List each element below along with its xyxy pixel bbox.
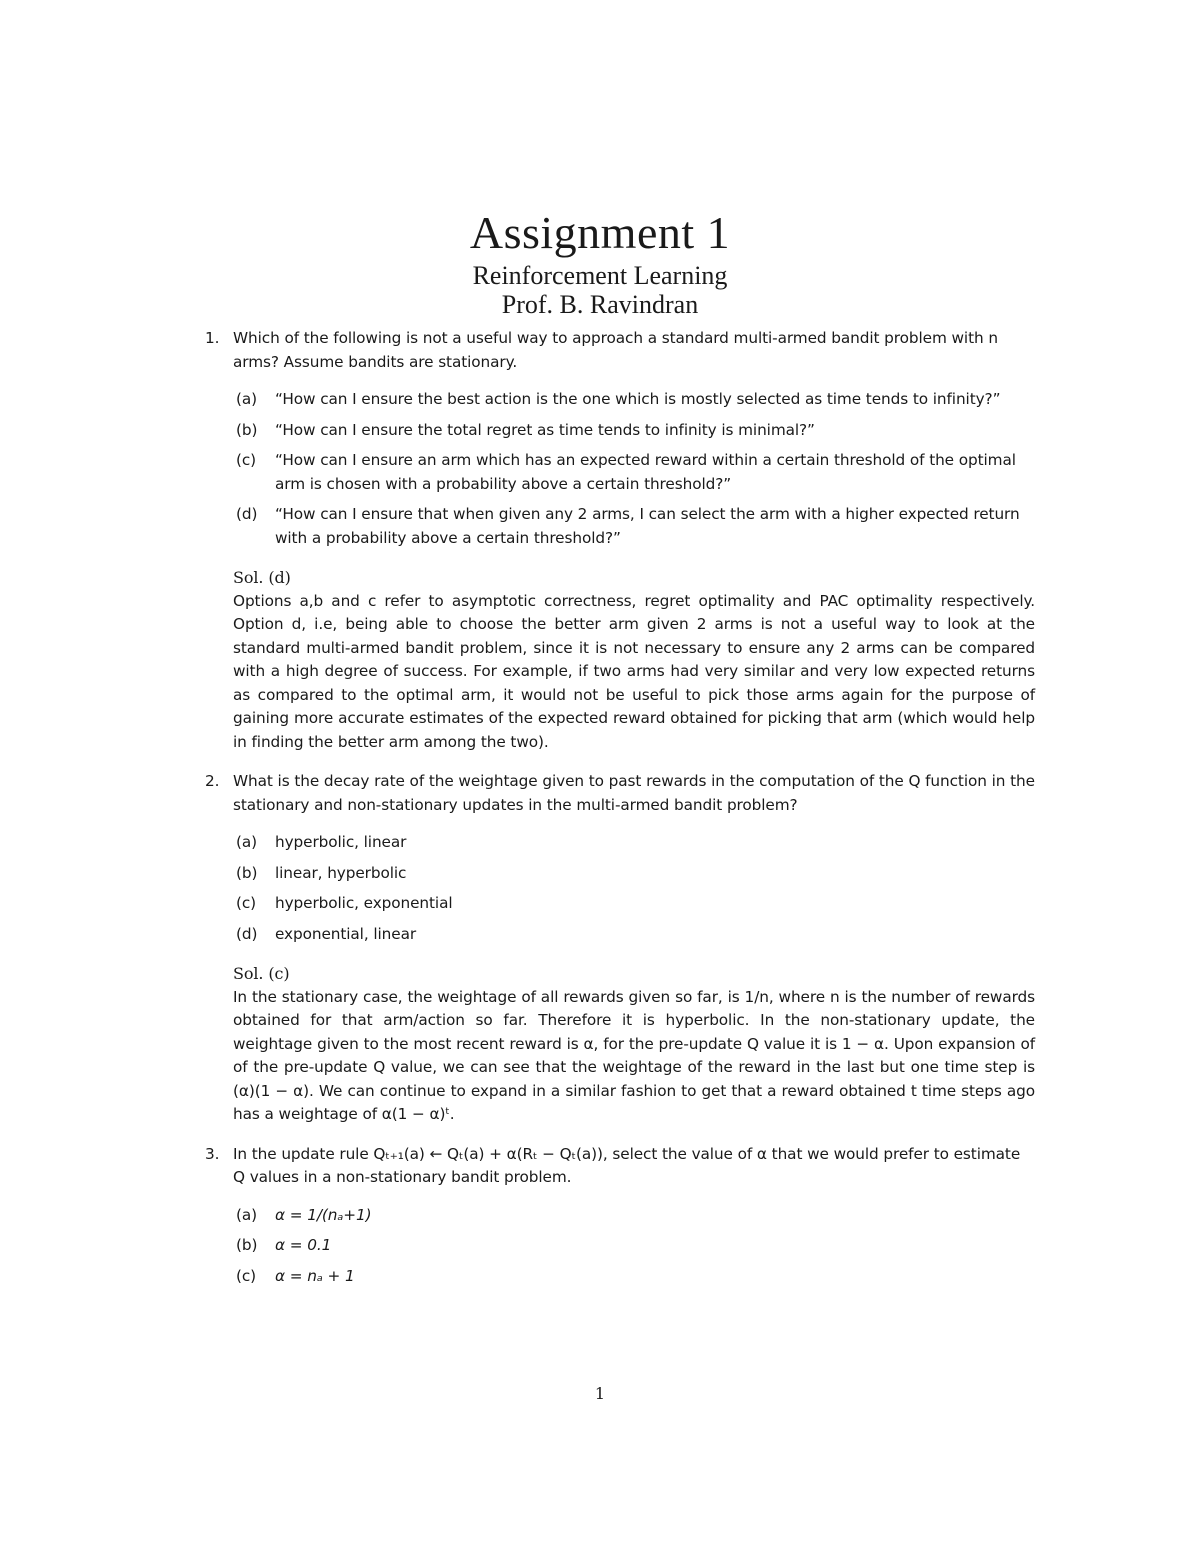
question-2 <box>205 770 1035 1127</box>
option-list <box>233 831 1035 946</box>
option-d <box>233 503 1035 550</box>
option-list <box>233 1204 1035 1289</box>
question-text: Which of the following is not a useful way to approach a standard multi-armed bandit problem with n arms? Assume bandits are stationary. <box>233 329 998 371</box>
option-label: (b) <box>236 1236 258 1254</box>
option-text: “How can I ensure the total regret as time tends to infinity is minimal?” <box>275 420 815 439</box>
course-name: Reinforcement Learning <box>472 261 728 290</box>
option-label: (c) <box>236 894 257 912</box>
option-label: (a) <box>236 833 258 851</box>
solution-text: Options a,b and c refer to asymptotic correctness, regret optimality and PAC optimality respectively. Option d, i.e, being able to choose the better arm given 2 arms is not a useful way to look at the standard multi-armed bandit problem, since it is not necessary to ensure any 2 arms can be compared with a high degree of success. For example, if two arms had very similar and very low expected returns as compared to the optimal arm, it would not be useful to pick those arms again for the purpose of gaining more accurate estimates of the expected reward obtained for picking that arm (which would help in finding the better arm among the two). <box>233 591 1035 751</box>
option-text: exponential, linear <box>275 924 417 943</box>
option-text: α = 0.1 <box>275 1236 332 1254</box>
option-c <box>233 892 1035 916</box>
option-b <box>233 419 1035 443</box>
option-label: (a) <box>236 390 258 408</box>
option-text: α = nₐ + 1 <box>275 1266 355 1285</box>
option-list <box>233 388 1035 550</box>
option-b <box>233 862 1035 886</box>
question-3 <box>205 1143 1035 1289</box>
question-text: In the update rule Qₜ₊₁(a) ← Qₜ(a) + α(Rₜ − Qₜ(a)), select the value of α that we would prefer to estimate Q values in a non-stationary bandit problem. <box>233 1144 1021 1186</box>
option-c <box>233 449 1035 496</box>
option-text: hyperbolic, linear <box>275 833 407 851</box>
option-text: α = 1/(nₐ+1) <box>275 1205 372 1224</box>
option-text: hyperbolic, exponential <box>275 894 453 912</box>
option-label: (d) <box>236 924 258 943</box>
document-title: Assignment 1 <box>469 207 731 258</box>
question-text: What is the decay rate of the weightage given to past rewards in the computation of the Q function in the stationary and non-stationary updates in the multi-armed bandit problem? <box>233 772 1035 814</box>
solution-heading: Sol. (c) <box>233 964 290 983</box>
option-b <box>233 1234 1035 1258</box>
option-label: (d) <box>236 505 258 523</box>
option-text: “How can I ensure the best action is the one which is mostly selected as time tends to infinity?” <box>275 390 1001 408</box>
question-1 <box>205 327 1035 754</box>
solution-heading: Sol. (d) <box>233 568 291 587</box>
option-a <box>233 388 1035 412</box>
page-number: 1 <box>594 1384 606 1403</box>
option-text: “How can I ensure that when given any 2 arms, I can select the arm with a higher expected return with a probability above a certain threshold?” <box>275 505 1020 547</box>
option-a <box>233 831 1035 855</box>
question-number: 2. <box>205 772 220 790</box>
option-a <box>233 1204 1035 1228</box>
solution-text: In the stationary case, the weightage of all rewards given so far, is 1/n, where n is the number of rewards obtained for that arm/action so far. Therefore it is hyperbolic. In the non-stationary update, the weightage given to the most recent reward is α, for the pre-update Q value it is 1 − α. Upon expansion of of the pre-update Q value, we can see that the weightage of the reward in the last but one time step is (α)(1 − α). We can continue to expand in a similar fashion to get that a reward obtained t time steps ago has a weightage of α(1 − α)ᵗ. <box>233 987 1035 1123</box>
question-number: 3. <box>205 1144 220 1163</box>
option-label: (b) <box>236 420 258 439</box>
document-header <box>0 205 1200 319</box>
option-text: “How can I ensure an arm which has an expected reward within a certain threshold of the optimal arm is chosen with a probability above a certain threshold?” <box>275 451 1016 493</box>
option-c <box>233 1265 1035 1289</box>
question-list <box>205 327 1035 1295</box>
option-label: (c) <box>236 1266 257 1285</box>
option-label: (b) <box>236 863 258 882</box>
option-d <box>233 923 1035 947</box>
option-label: (a) <box>236 1205 258 1224</box>
solution <box>233 566 1035 754</box>
option-label: (c) <box>236 451 257 469</box>
question-number: 1. <box>205 329 220 347</box>
option-text: linear, hyperbolic <box>275 863 407 882</box>
instructor-name: Prof. B. Ravindran <box>501 290 699 319</box>
solution <box>233 962 1035 1127</box>
